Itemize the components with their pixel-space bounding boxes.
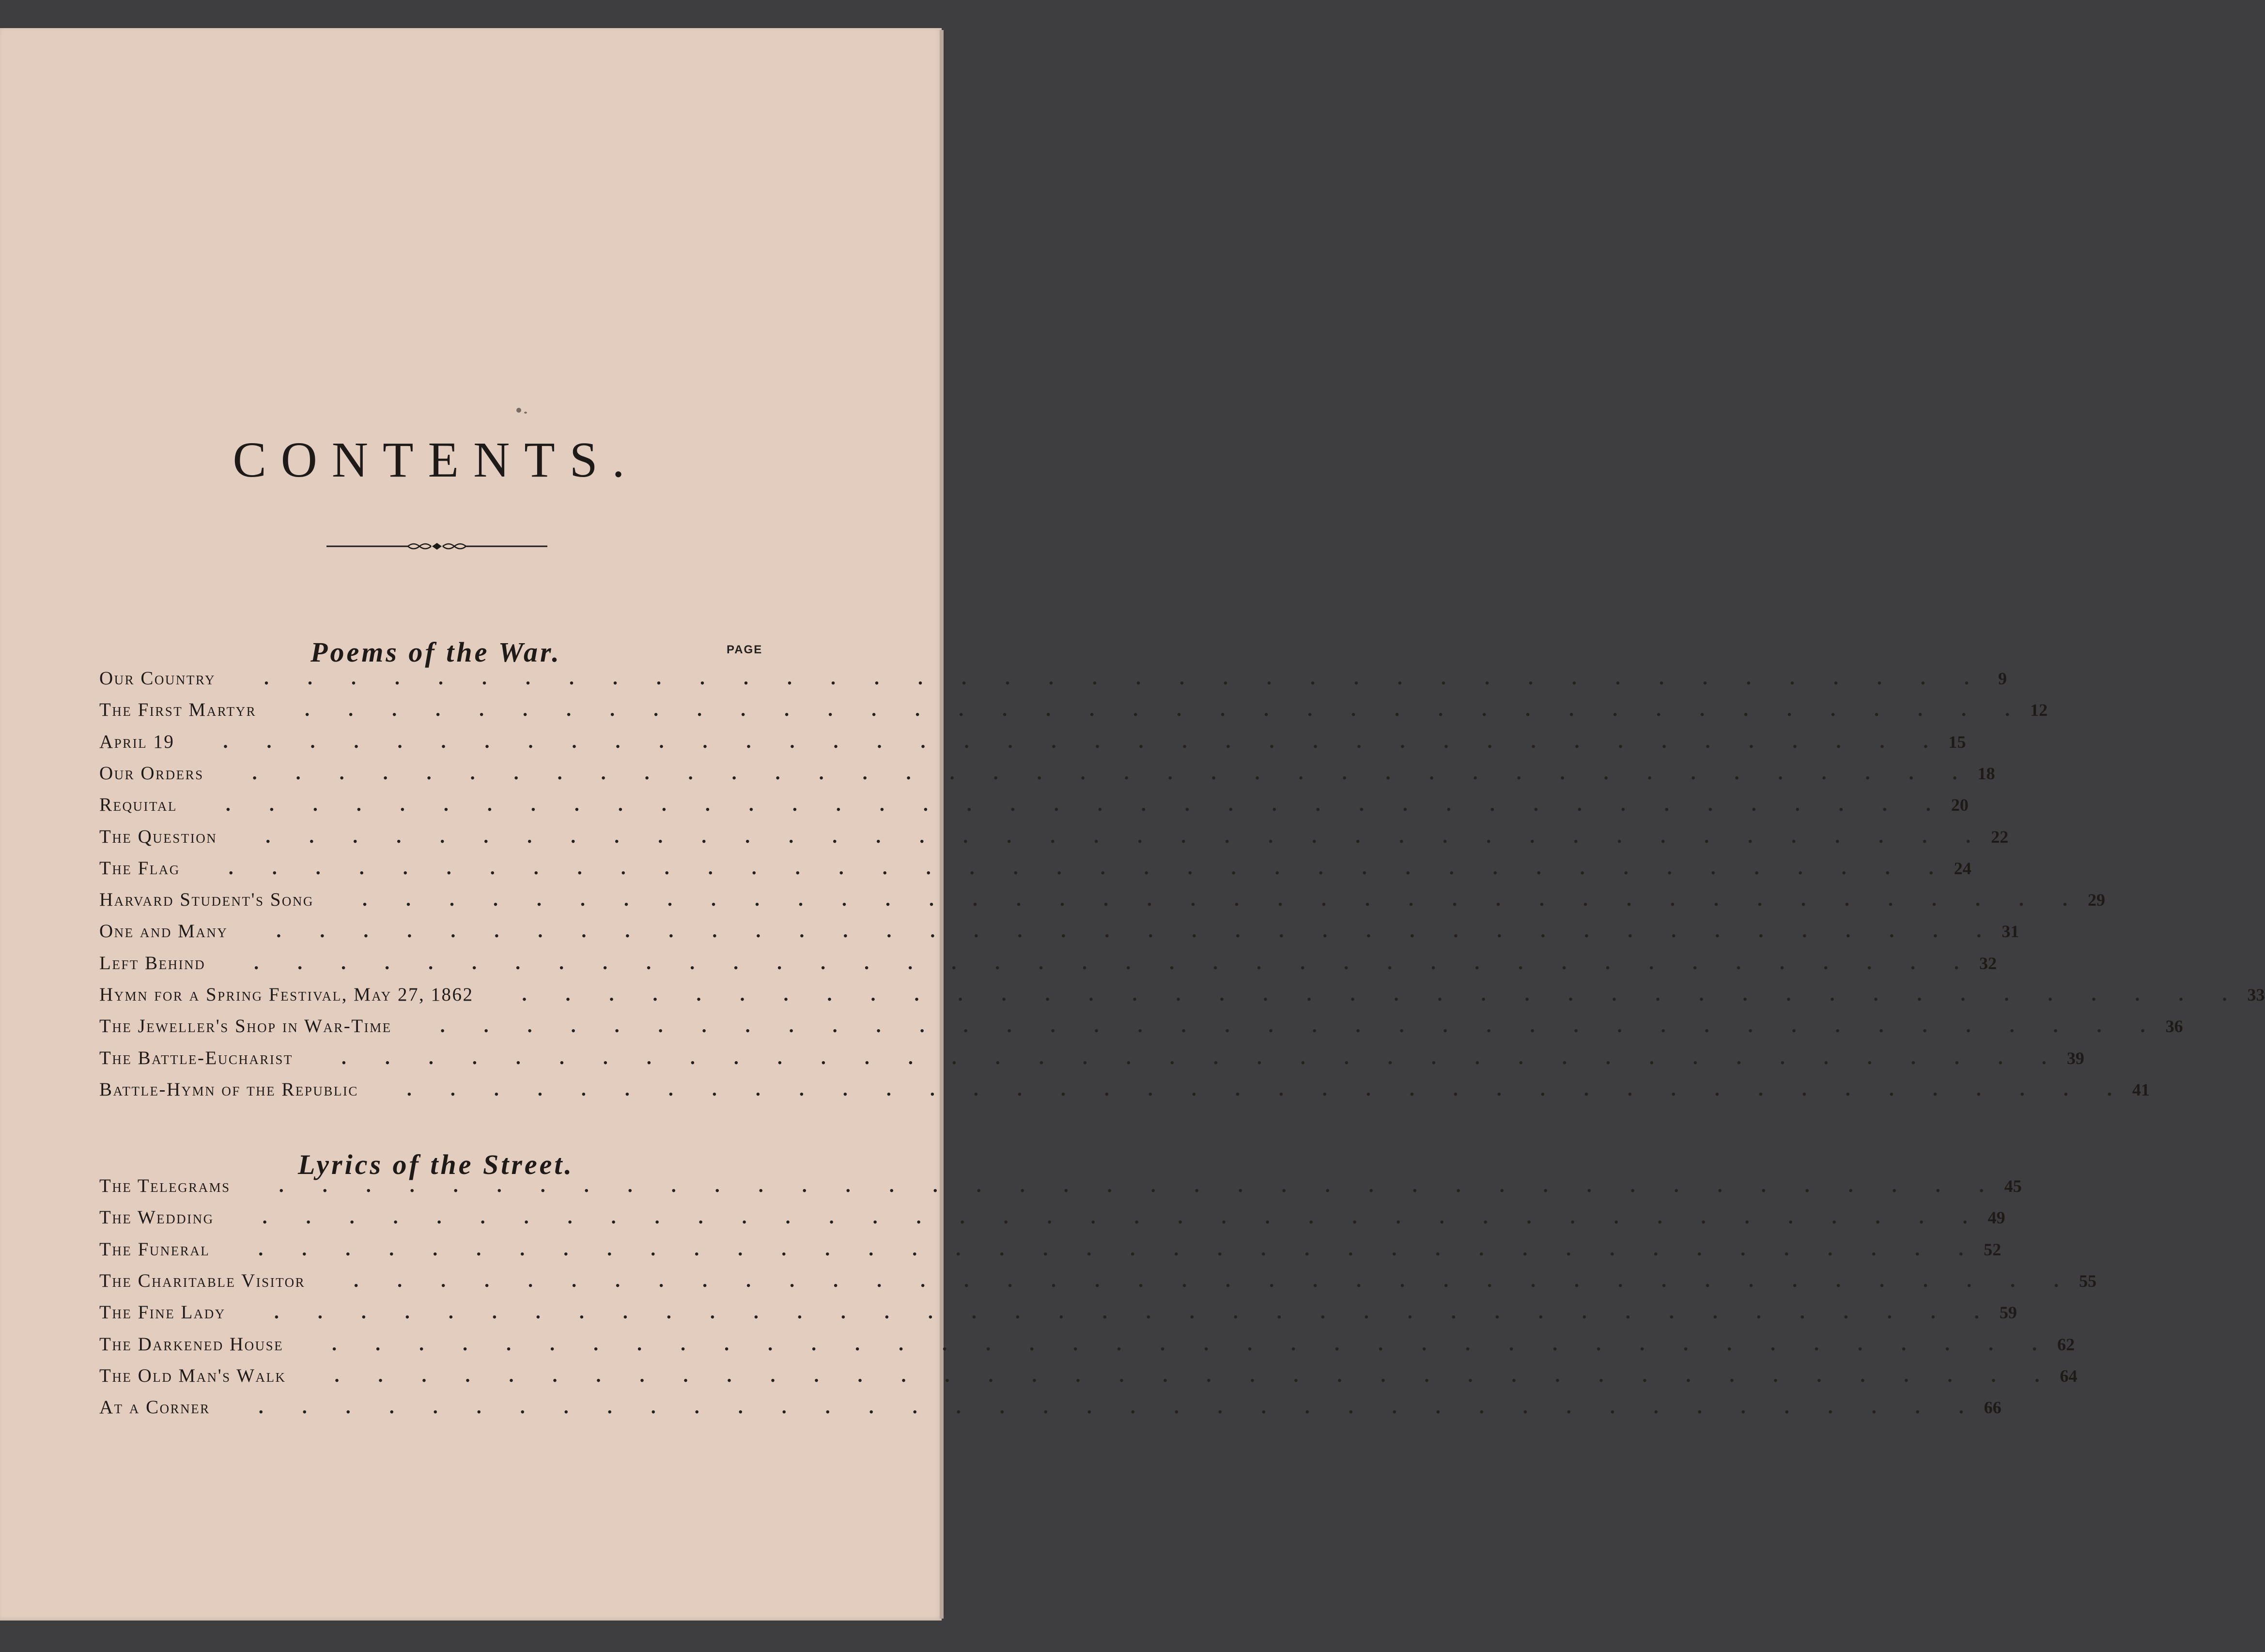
toc-entry-title: Harvard Student's Song bbox=[99, 889, 314, 911]
page-column-label: PAGE bbox=[727, 643, 763, 656]
toc-entry-title: The Funeral bbox=[99, 1238, 210, 1260]
dot-leader: . . . . . . . . . . . . . . . . . . . . . . . . . . . . . . . . . . . . . . . . bbox=[227, 825, 1971, 847]
toc-entry[interactable] bbox=[99, 1046, 2084, 1073]
toc-entry-title: At a Corner bbox=[99, 1397, 210, 1418]
dot-leader: . . . . . . . . . . . . . . . . . . . . . . . . . . . . . . . . . . . . . . . . bbox=[293, 1332, 2037, 1355]
toc-entry-title: The Wedding bbox=[99, 1207, 214, 1228]
toc-entry-title: April 19 bbox=[99, 731, 175, 752]
toc-entry[interactable] bbox=[99, 793, 1969, 820]
dot-leader: . . . . . . . . . . . . . . . . . . . . . . . . . . . . . . . . . . . . . . . . bbox=[189, 856, 1934, 879]
toc-page-number: 66 bbox=[1984, 1398, 2001, 1418]
toc-entry[interactable] bbox=[99, 1078, 2150, 1105]
dot-leader: . . . . . . . . . . . . . . . . . . . . . . . . . . . . . . . . . . . . . . . . bbox=[186, 793, 1931, 816]
dot-leader: . . . . . . . . . . . . . . . . . . . . . . . . . . . . . . . . . . . . . . . . bbox=[302, 1046, 2047, 1068]
page-title: CONTENTS. bbox=[233, 432, 639, 488]
dot-leader: . . . . . . . . . . . . . . . . . . . . . . . . . . . . . . . . . . . . . . . . bbox=[213, 761, 1957, 784]
toc-entry-title: The Charitable Visitor bbox=[99, 1270, 306, 1291]
toc-entry-title: The Question bbox=[99, 826, 217, 847]
toc-page-number: 39 bbox=[2066, 1048, 2084, 1068]
dot-leader: . . . . . . . . . . . . . . . . . . . . . . . . . . . . . . . . . . . . . . . . bbox=[368, 1078, 2112, 1100]
toc-page-number: 20 bbox=[1951, 795, 1969, 815]
toc-entry[interactable] bbox=[99, 1014, 2183, 1041]
toc-page-number: 32 bbox=[1979, 953, 1997, 973]
dot-leader: . . . . . . . . . . . . . . . . . . . . . . . . . . . . . . . . . . . . . . . . bbox=[266, 698, 2010, 721]
dot-leader: . . . . . . . . . . . . . . . . . . . . . . . . . . . . . . . . . . . . . . . . bbox=[223, 1206, 1968, 1228]
toc-page-number: 52 bbox=[1984, 1239, 2001, 1259]
toc-entry-title: Hymn for a Spring Festival, May 27, 1862 bbox=[99, 984, 474, 1005]
dot-leader: . . . . . . . . . . . . . . . . . . . . . . . . . . . . . . . . . . . . . . . . bbox=[215, 951, 1959, 973]
toc-entry-title: Left Behind bbox=[99, 952, 206, 973]
toc-entry[interactable] bbox=[99, 1395, 2001, 1422]
toc-page-number: 45 bbox=[2004, 1176, 2022, 1196]
section-heading-lyrics-of-the-street: Lyrics of the Street. bbox=[298, 1149, 574, 1181]
toc-entry-title: The Telegrams bbox=[99, 1175, 231, 1196]
toc-entry[interactable] bbox=[99, 1300, 2017, 1328]
dot-leader: . . . . . . . . . . . . . . . . . . . . . . . . . . . . . . . . . . . . . . . . bbox=[237, 920, 1982, 942]
toc-entry[interactable] bbox=[99, 761, 1995, 788]
toc-page-number: 64 bbox=[2060, 1366, 2078, 1386]
toc-entry[interactable] bbox=[99, 1269, 2097, 1296]
toc-entry-title: The Jeweller's Shop in War-Time bbox=[99, 1016, 392, 1037]
toc-page-number: 15 bbox=[1948, 732, 1966, 752]
toc-entry[interactable] bbox=[99, 856, 1971, 883]
toc-entry-title: Our Orders bbox=[99, 762, 204, 784]
toc-entry[interactable] bbox=[99, 983, 2265, 1010]
toc-page-number: 33 bbox=[2247, 985, 2265, 1004]
toc-entry-title: The Battle-Eucharist bbox=[99, 1047, 293, 1068]
toc-entry-title: The Fine Lady bbox=[99, 1302, 226, 1323]
dot-leader: . . . . . . . . . . . . . . . . . . . . . . . . . . . . . . . . . . . . . . . . bbox=[401, 1015, 2145, 1037]
toc-entry[interactable] bbox=[99, 919, 2019, 946]
dot-leader: . . . . . . . . . . . . . . . . . . . . . . . . . . . . . . . . . . . . . . . . bbox=[235, 1301, 1979, 1323]
dot-leader: . . . . . . . . . . . . . . . . . . . . . . . . . . . . . . . . . . . . . . . . bbox=[315, 1269, 2059, 1291]
toc-entry[interactable] bbox=[99, 825, 2009, 852]
dot-leader: . . . . . . . . . . . . . . . . . . . . . . . . . . . . . . . . . . . . . . . . bbox=[184, 730, 1928, 752]
toc-entry-title: The Darkened House bbox=[99, 1333, 284, 1355]
dot-leader: . . . . . . . . . . . . . . . . . . . . . . . . . . . . . . . . . . . . . . . . bbox=[219, 1396, 1964, 1418]
toc-entry[interactable] bbox=[99, 1174, 2022, 1201]
toc-entry[interactable] bbox=[99, 951, 1997, 978]
section-heading-poems-of-the-war: Poems of the War. bbox=[310, 636, 561, 668]
dot-leader: . . . . . . . . . . . . . . . . . . . . . . . . . . . . . . . . . . . . . . . . bbox=[295, 1364, 2040, 1386]
toc-page-number: 18 bbox=[1977, 763, 1995, 783]
toc-entry-title: The Flag bbox=[99, 857, 180, 879]
toc-page-number: 55 bbox=[2079, 1271, 2097, 1291]
toc-entry[interactable] bbox=[99, 1237, 2001, 1265]
dot-leader: . . . . . . . . . . . . . . . . . . . . . . . . . . . . . . . . . . . . . . . . bbox=[240, 1174, 1984, 1196]
toc-entry[interactable] bbox=[99, 698, 2048, 725]
dot-leader: . . . . . . . . . . . . . . . . . . . . . . . . . . . . . . . . . . . . . . . . bbox=[483, 983, 2227, 1005]
toc-page-number: 12 bbox=[2030, 700, 2048, 720]
toc-page-number: 41 bbox=[2132, 1080, 2150, 1099]
dot-leader: . . . . . . . . . . . . . . . . . . . . . . . . . . . . . . . . . . . . . . . . bbox=[323, 888, 2067, 911]
toc-entry[interactable] bbox=[99, 888, 2105, 915]
toc-entry[interactable] bbox=[99, 666, 2007, 694]
toc-entry-title: Battle-Hymn of the Republic bbox=[99, 1079, 358, 1100]
toc-entry-title: Requital bbox=[99, 794, 177, 816]
toc-page-number: 22 bbox=[1991, 827, 2009, 847]
toc-page-number: 9 bbox=[1998, 669, 2007, 688]
dot-leader: . . . . . . . . . . . . . . . . . . . . . . . . . . . . . . . . . . . . . . . . bbox=[225, 667, 1969, 689]
toc-page-number: 24 bbox=[1954, 858, 1971, 878]
toc-page-number: 49 bbox=[1987, 1208, 2005, 1228]
dot-leader: . . . . . . . . . . . . . . . . . . . . . . . . . . . . . . . . . . . . . . . . bbox=[219, 1237, 1964, 1260]
toc-entry[interactable] bbox=[99, 730, 1966, 757]
toc-entry-title: The Old Man's Walk bbox=[99, 1365, 286, 1386]
toc-page-number: 31 bbox=[2001, 922, 2019, 942]
toc-entry[interactable] bbox=[99, 1205, 2005, 1233]
toc-entry-title: The First Martyr bbox=[99, 699, 257, 721]
toc-entry-title: Our Country bbox=[99, 668, 216, 689]
toc-page-number: 36 bbox=[2165, 1017, 2183, 1036]
toc-page-number: 29 bbox=[2087, 890, 2105, 910]
toc-entry[interactable] bbox=[99, 1332, 2075, 1359]
toc-page-number: 59 bbox=[1999, 1303, 2017, 1323]
toc-page-number: 62 bbox=[2057, 1334, 2075, 1354]
toc-entry-title: One and Many bbox=[99, 921, 228, 942]
toc-entry[interactable] bbox=[99, 1364, 2078, 1391]
